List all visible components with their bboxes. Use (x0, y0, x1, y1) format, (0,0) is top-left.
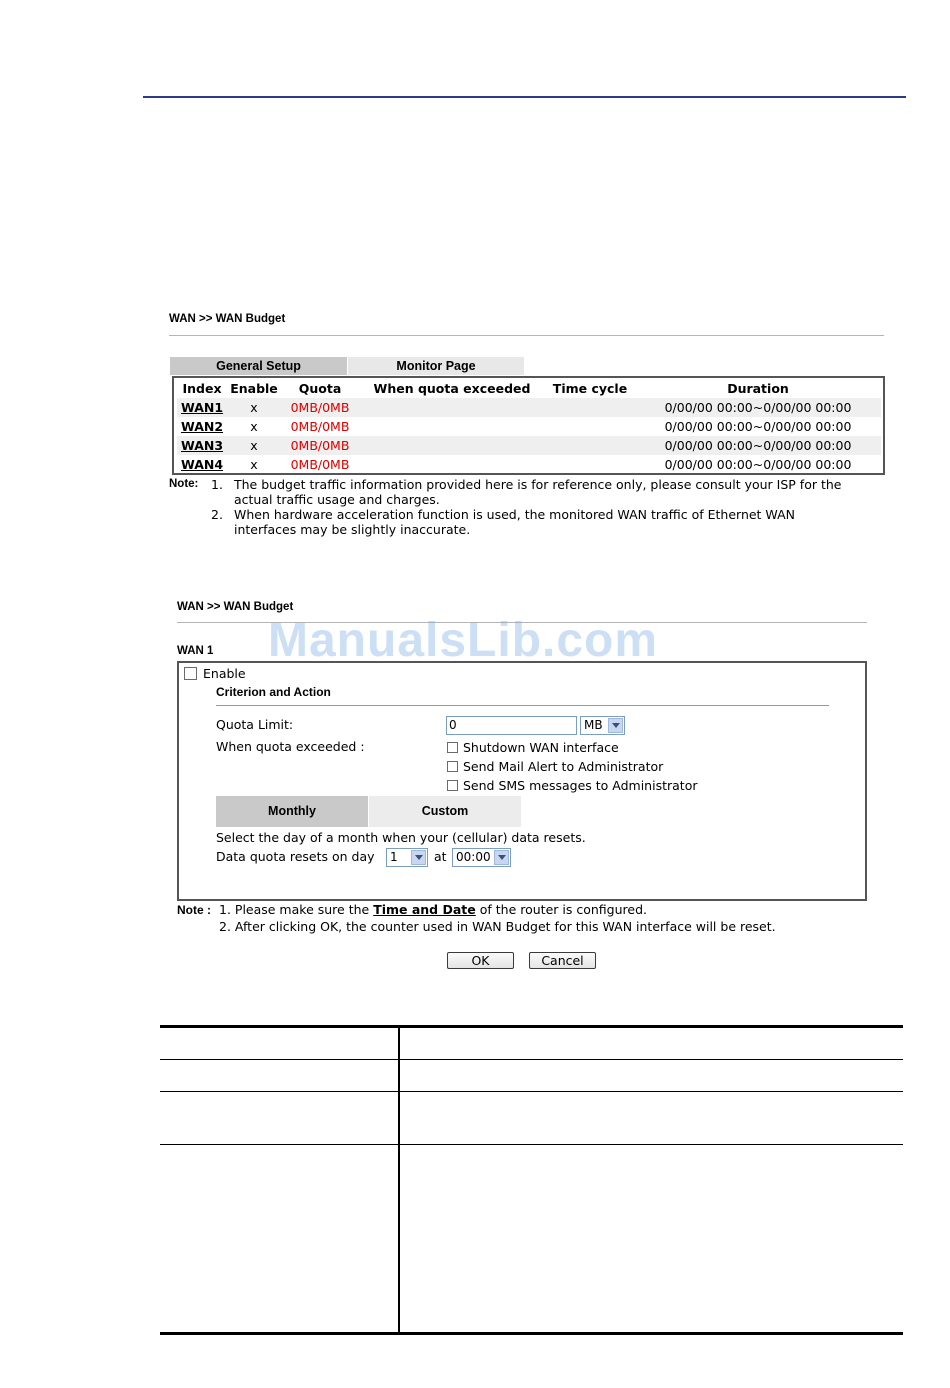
action-option-mail (447, 759, 663, 774)
breadcrumb-divider (169, 335, 884, 336)
shutdown-checkbox[interactable] (447, 742, 458, 753)
duration-cell: 0/00/00 00:00~0/00/00 00:00 (664, 419, 852, 434)
enable-checkbox[interactable] (184, 667, 197, 680)
chevron-down-icon (411, 850, 426, 865)
grid-row-rule (160, 1091, 903, 1092)
budget-table (177, 379, 881, 474)
grid-row-rule (160, 1059, 903, 1060)
grid-bottom-rule (160, 1332, 903, 1335)
tab-general-setup[interactable]: General Setup (170, 357, 347, 375)
note-item-number: 1. (211, 477, 223, 492)
note-line: interfaces may be slightly inaccurate. (234, 522, 471, 537)
cancel-button[interactable]: Cancel (529, 952, 596, 969)
ok-button[interactable]: OK (447, 952, 514, 969)
col-header-quota: Quota (298, 381, 342, 396)
col-header-enable: Enable (230, 381, 278, 396)
action-option-sms (447, 778, 697, 793)
note-text: of the router is configured. (475, 902, 647, 917)
tab-custom[interactable]: Custom (369, 796, 521, 827)
quota-cell: 0MB/0MB (281, 398, 359, 417)
grid-column-divider (398, 1025, 400, 1335)
reset-day-select[interactable] (386, 848, 428, 867)
reset-day-value: 1 (390, 850, 398, 864)
quota-limit-input[interactable]: 0 (446, 716, 577, 735)
action-label: Send SMS messages to Administrator (463, 778, 698, 793)
reset-time-value: 00:00 (456, 850, 491, 864)
tab-monitor-page[interactable]: Monitor Page (348, 357, 524, 375)
table-row (177, 398, 881, 417)
form-breadcrumb: WAN >> WAN Budget (177, 601, 294, 613)
chevron-down-icon (608, 718, 623, 733)
cycle-cell (545, 398, 635, 417)
col-header-when-exceeded: When quota exceeded (373, 381, 531, 396)
breadcrumb: WAN >> WAN Budget (169, 313, 286, 325)
enable-cell: x (250, 419, 258, 434)
cycle-cell (545, 417, 635, 436)
form-note-1 (219, 902, 647, 917)
quota-cell: 0MB/0MB (290, 457, 350, 472)
note-line: When hardware acceleration function is used, the monitored WAN traffic of Ethernet WAN (234, 507, 796, 522)
sms-checkbox[interactable] (447, 780, 458, 791)
exceeded-cell (359, 398, 545, 417)
enable-cell: x (227, 436, 281, 455)
reset-day-label: Data quota resets on day (216, 849, 375, 864)
mail-alert-checkbox[interactable] (447, 761, 458, 772)
reset-time-select[interactable] (452, 848, 511, 867)
at-label: at (434, 849, 447, 864)
exceeded-cell (359, 455, 545, 474)
wan-link[interactable]: WAN3 (177, 436, 227, 455)
note-item-text (234, 507, 795, 537)
grid-top-rule (160, 1025, 903, 1028)
form-note-2: 2. After clicking OK, the counter used in WAN Budget for this WAN interface will be reset. (219, 919, 776, 934)
budget-table-panel (172, 376, 885, 475)
enable-label: Enable (203, 666, 246, 681)
wan-link[interactable]: WAN4 (180, 457, 224, 472)
note-item-number: 2. (211, 507, 223, 522)
note-label: Note: (169, 478, 199, 490)
wan-link[interactable]: WAN1 (177, 398, 227, 417)
col-header-index: Index (182, 381, 222, 396)
table-row (177, 417, 881, 436)
enable-cell: x (227, 398, 281, 417)
time-and-date-link[interactable]: Time and Date (373, 902, 476, 917)
page-header-rule (143, 96, 906, 98)
action-label: Send Mail Alert to Administrator (463, 759, 664, 774)
cycle-cell (545, 436, 635, 455)
watermark-logo: ManualsLib.com (268, 614, 659, 667)
quota-cell: 0MB/0MB (281, 436, 359, 455)
criterion-title: Criterion and Action (216, 685, 331, 699)
action-label: Shutdown WAN interface (463, 740, 619, 755)
form-note-label: Note : (177, 903, 211, 917)
chevron-down-icon (494, 850, 509, 865)
note-item-text (234, 477, 841, 507)
duration-cell: 0/00/00 00:00~0/00/00 00:00 (635, 436, 881, 455)
note-line: actual traffic usage and charges. (234, 492, 440, 507)
wan-link[interactable]: WAN2 (180, 419, 224, 434)
note-line: The budget traffic information provided here is for reference only, please consult your ISP for the (234, 477, 842, 492)
quota-limit-label: Quota Limit: (216, 717, 294, 732)
exceeded-cell (359, 436, 545, 455)
note-text: 1. Please make sure the (219, 902, 374, 917)
enable-row (184, 666, 246, 681)
section-title: WAN 1 (177, 645, 214, 657)
duration-cell: 0/00/00 00:00~0/00/00 00:00 (635, 398, 881, 417)
tab-monthly[interactable]: Monthly (216, 796, 368, 827)
duration-cell: 0/00/00 00:00~0/00/00 00:00 (664, 457, 852, 472)
col-header-time-cycle: Time cycle (552, 381, 628, 396)
enable-cell: x (250, 457, 258, 472)
reset-description: Select the day of a month when your (cellular) data resets. (216, 830, 586, 845)
criterion-divider (216, 705, 829, 706)
table-header-row (177, 379, 881, 398)
quota-cell: 0MB/0MB (290, 419, 350, 434)
when-exceeded-label: When quota exceeded : (216, 739, 365, 754)
table-row (177, 455, 881, 474)
quota-unit-value: MB (584, 718, 603, 732)
quota-unit-select[interactable] (580, 716, 625, 735)
exceeded-cell (359, 417, 545, 436)
action-option-shutdown (447, 740, 619, 755)
grid-row-rule (160, 1144, 903, 1145)
cycle-cell (545, 455, 635, 474)
col-header-duration: Duration (727, 381, 789, 396)
table-row (177, 436, 881, 455)
